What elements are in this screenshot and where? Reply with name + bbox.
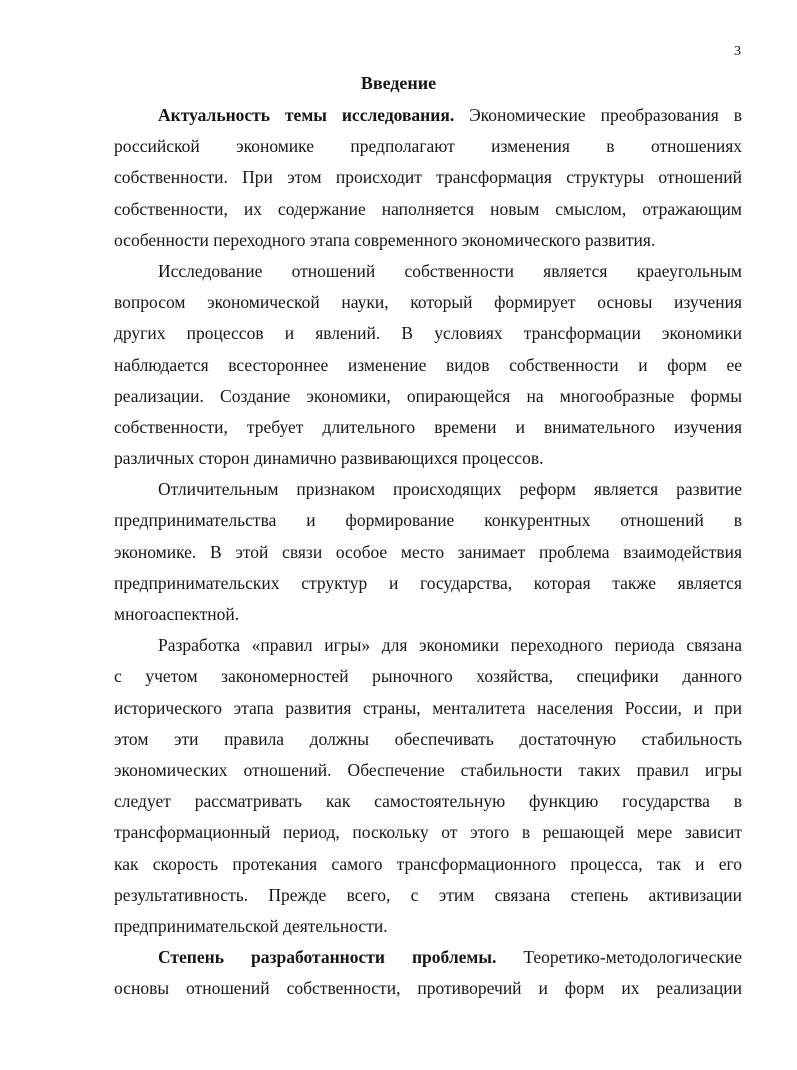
text-line: собственности, требует длительного времени и внимательного изучения (114, 416, 742, 437)
text-line: основы отношений собственности, противоречий и форм их реализации (114, 978, 742, 999)
text-line: многоаспектной. (114, 604, 240, 624)
paragraph-lead-heading: Актуальность темы исследования. (158, 105, 455, 125)
text-line: предпринимательской деятельности. (114, 915, 388, 936)
text-line: Разработка «правил игры» для экономики переходного периода связана (158, 635, 742, 656)
text-line: вопросом экономической науки, который формирует основы изучения (114, 292, 742, 313)
paragraph-degree-of-development (114, 942, 742, 1004)
text-line: предпринимательских структур и государства, которая также является (114, 572, 742, 593)
text-line: трансформационный период, поскольку от этого в решающей мере зависит (114, 822, 742, 843)
text-line: исторического этапа развития страны, менталитета населения России, и при (114, 697, 742, 718)
text-line: с учетом закономерностей рыночного хозяйства, специфики данного (114, 666, 742, 687)
paragraph-relevance (114, 100, 742, 256)
text-line: Отличительным признаком происходящих реформ является развитие (158, 479, 742, 500)
text-line: других процессов и явлений. В условиях трансформации экономики (114, 323, 742, 344)
text-line: этом эти правила должны обеспечивать достаточную стабильность (114, 728, 742, 749)
text-line: особенности переходного этапа современного экономического развития. (114, 229, 656, 250)
text-line: Исследование отношений собственности является краеугольным (158, 260, 742, 281)
section-title: Введение (360, 73, 437, 93)
text-line: как скорость протекания самого трансформационного процесса, так и его (114, 853, 742, 874)
paragraph-reforms (114, 474, 742, 630)
body-text (114, 100, 742, 1004)
text-line: экономике. В этой связи особое место занимает проблема взаимодействия (114, 541, 742, 562)
paragraph-rules-of-game (114, 630, 742, 942)
text-line: результативность. Прежде всего, с этим связана степень активизации (114, 884, 742, 905)
text-line: различных сторон динамично развивающихся процессов. (114, 448, 544, 469)
text-line: следует рассматривать как самостоятельную функцию государства в (114, 791, 742, 812)
text-line: экономических отношений. Обеспечение стабильности таких правил игры (114, 759, 742, 780)
paragraph-lead-heading: Степень разработанности проблемы. (158, 947, 497, 968)
text-line: собственности, их содержание наполняется новым смыслом, отражающим (114, 198, 742, 219)
text-line: Актуальность темы исследования. Экономические преобразования в (158, 105, 742, 125)
text-line: российской экономике предполагают изменения в отношениях (114, 136, 742, 157)
text-line: реализации. Создание экономики, опирающейся на многообразные формы (114, 385, 742, 406)
text-line: собственности. При этом происходит трансформация структуры отношений (114, 167, 742, 188)
page-number: 3 (734, 44, 741, 59)
paragraph-property-research (114, 256, 742, 474)
text-line: Степень разработанности проблемы. Теоретико-методологические (158, 947, 743, 968)
text-line: наблюдается всестороннее изменение видов собственности и форм ее (114, 354, 742, 375)
text-line: предпринимательства и формирование конкурентных отношений в (114, 510, 742, 531)
